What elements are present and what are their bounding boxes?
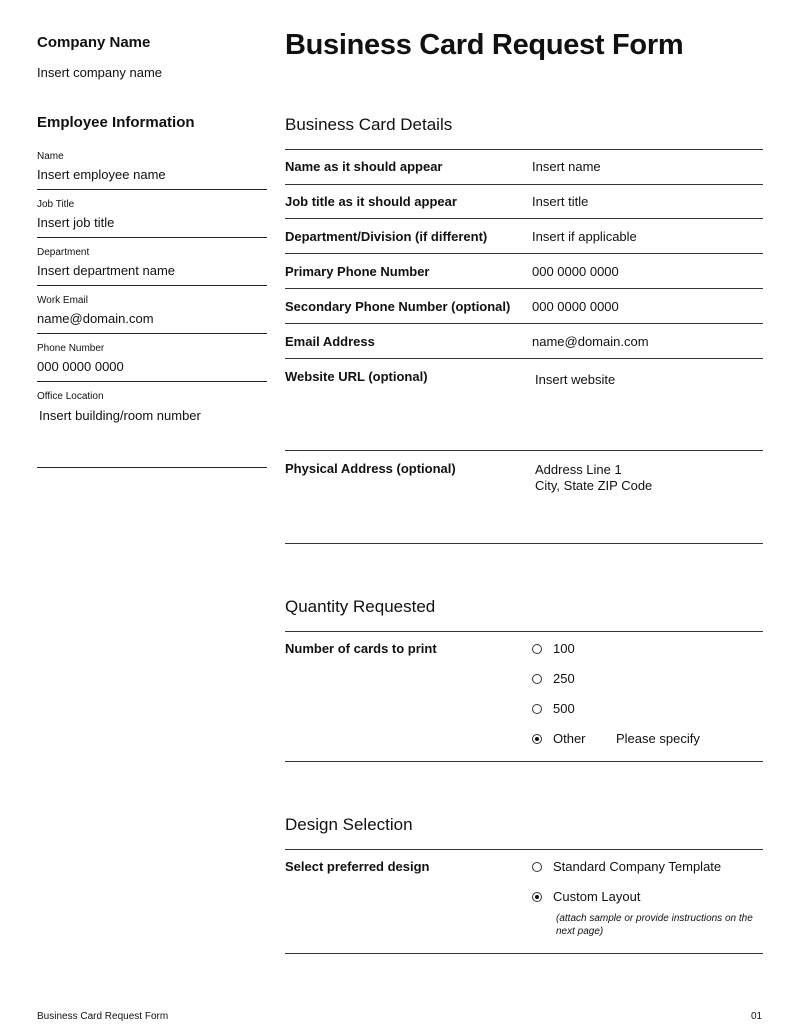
divider [285, 761, 763, 762]
custom-layout-note: (attach sample or provide instructions on the next page) [556, 913, 753, 937]
divider [285, 543, 763, 544]
email-address-label: Email Address [285, 334, 375, 349]
display-name-input[interactable]: Insert name [532, 159, 601, 174]
quantity-option-other[interactable] [532, 731, 586, 746]
business-card-details-heading: Business Card Details [285, 115, 453, 134]
quantity-option-label: 100 [553, 641, 575, 656]
department-input[interactable]: Insert department name [37, 263, 176, 278]
primary-phone-input[interactable]: 000 0000 0000 [532, 264, 619, 279]
division-input[interactable]: Insert if applicable [532, 229, 637, 244]
design-option-standard[interactable] [532, 859, 721, 874]
divider [285, 184, 763, 185]
department-label: Department [37, 247, 90, 258]
page-title: Business Card Request Form [285, 29, 684, 61]
radio-unchecked-icon[interactable] [532, 704, 542, 714]
design-selection-heading: Design Selection [285, 815, 413, 834]
quantity-option-label: Other [553, 731, 586, 746]
design-option-label: Standard Company Template [553, 859, 722, 874]
divider [285, 450, 763, 451]
divider [285, 149, 763, 150]
display-name-label: Name as it should appear [285, 159, 443, 174]
company-name-input[interactable]: Insert company name [37, 65, 163, 80]
radio-unchecked-icon[interactable] [532, 862, 542, 872]
division-label: Department/Division (if different) [285, 229, 488, 244]
job-title-label: Job Title [37, 199, 75, 210]
quantity-option-500[interactable] [532, 701, 575, 716]
work-email-field[interactable] [37, 295, 267, 334]
website-url-input[interactable]: Insert website [535, 372, 616, 387]
physical-address-input[interactable] [535, 462, 652, 494]
other-quantity-input[interactable]: Please specify [616, 731, 700, 746]
work-email-input[interactable]: name@domain.com [37, 311, 154, 326]
physical-address-label: Physical Address (optional) [285, 461, 456, 476]
quantity-label: Number of cards to print [285, 641, 437, 656]
office-location-field[interactable] [37, 391, 267, 468]
divider [285, 953, 763, 954]
phone-number-field[interactable] [37, 343, 267, 382]
divider [285, 358, 763, 359]
design-label: Select preferred design [285, 859, 430, 874]
department-field[interactable] [37, 247, 267, 286]
email-address-input[interactable]: name@domain.com [532, 334, 649, 349]
secondary-phone-input[interactable]: 000 0000 0000 [532, 299, 619, 314]
job-title-field[interactable] [37, 199, 267, 238]
divider [285, 631, 763, 632]
address-line-1: Address Line 1 [535, 462, 622, 477]
radio-unchecked-icon[interactable] [532, 644, 542, 654]
display-title-label: Job title as it should appear [285, 194, 457, 209]
company-name-heading: Company Name [37, 34, 151, 51]
display-title-input[interactable]: Insert title [532, 194, 589, 209]
secondary-phone-label: Secondary Phone Number (optional) [285, 299, 511, 314]
website-url-label: Website URL (optional) [285, 369, 428, 384]
design-option-label: Custom Layout [553, 889, 641, 904]
quantity-option-label: 500 [553, 701, 575, 716]
design-option-custom[interactable] [532, 889, 640, 904]
office-location-input[interactable]: Insert building/room number [39, 408, 201, 423]
phone-number-input[interactable]: 000 0000 0000 [37, 359, 124, 374]
page-number: 01 [751, 1011, 763, 1022]
footer-title: Business Card Request Form [37, 1011, 169, 1022]
work-email-label: Work Email [37, 295, 88, 306]
divider [285, 253, 763, 254]
phone-number-label: Phone Number [37, 343, 105, 354]
radio-checked-icon[interactable] [532, 892, 542, 902]
divider [285, 323, 763, 324]
employee-name-input[interactable]: Insert employee name [37, 167, 166, 182]
divider [285, 849, 763, 850]
primary-phone-label: Primary Phone Number [285, 264, 430, 279]
address-line-2: City, State ZIP Code [535, 478, 653, 493]
employee-name-label: Name [37, 151, 64, 162]
radio-unchecked-icon[interactable] [532, 674, 542, 684]
quantity-option-label: 250 [553, 671, 575, 686]
employee-name-field[interactable] [37, 151, 267, 190]
office-location-label: Office Location [37, 391, 104, 402]
divider [285, 288, 763, 289]
quantity-option-100[interactable] [532, 641, 575, 656]
job-title-input[interactable]: Insert job title [37, 215, 115, 230]
quantity-heading: Quantity Requested [285, 597, 436, 616]
employee-info-heading: Employee Information [37, 114, 195, 131]
quantity-option-250[interactable] [532, 671, 575, 686]
divider [285, 218, 763, 219]
radio-checked-icon[interactable] [532, 734, 542, 744]
